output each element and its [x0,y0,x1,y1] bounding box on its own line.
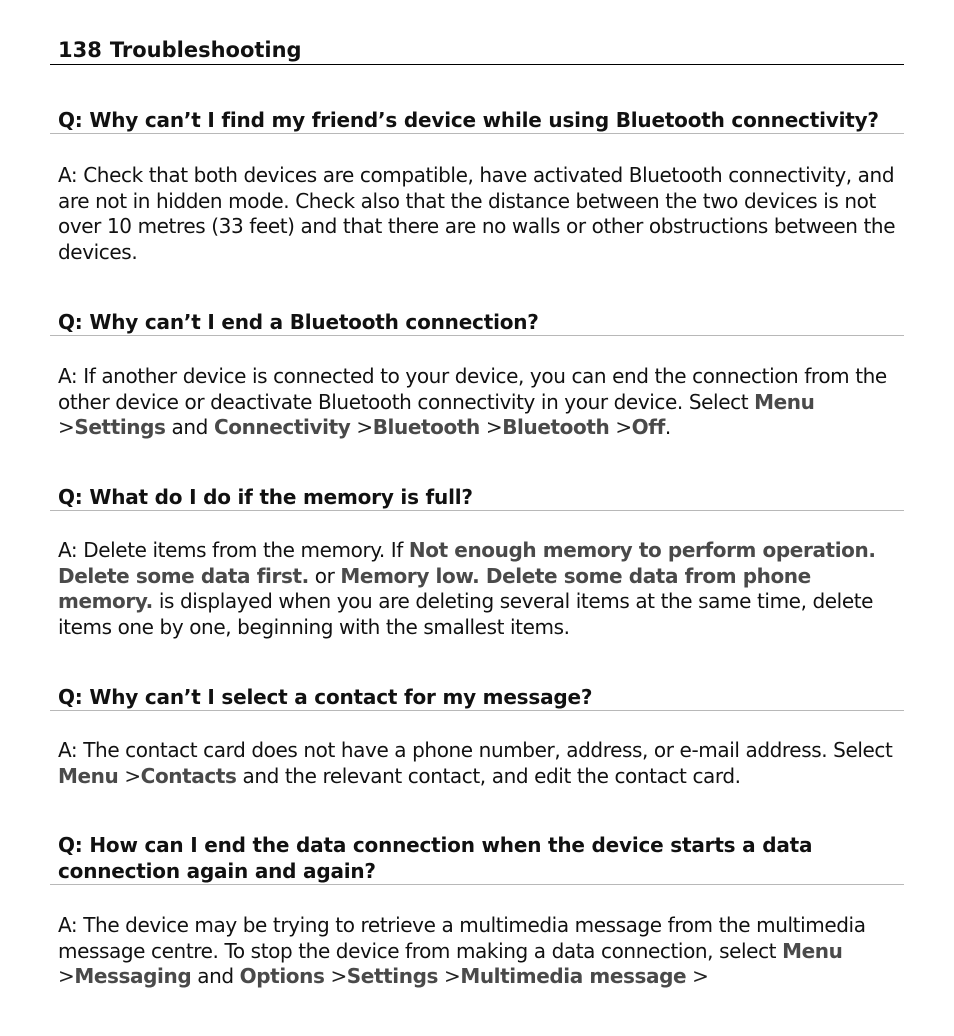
faq-question-2: Q: Why can’t I end a Bluetooth connection? [50,309,904,336]
arrow-icon: > [124,763,141,788]
faq-answer-2 [58,364,904,441]
menu-path-contacts: Contacts [140,763,237,788]
menu-path-menu: Menu [58,763,119,788]
menu-path-menu: Menu [782,938,843,963]
arrow-icon: > [356,415,373,440]
arrow-icon: > [692,964,709,989]
menu-path-options: Options [239,964,325,989]
faq-answer-4 [58,738,904,789]
answer-text: A: The device may be trying to retrieve a multimedia message from the multimedia message centre. To stop the device from making a data connection, select [58,913,866,963]
answer-suffix: is displayed when you are deleting several items at the same time, delete items one by one, beginning with the smallest items. [58,589,874,639]
menu-path-bluetooth-setting: Bluetooth [502,415,610,440]
arrow-icon: > [485,415,503,440]
answer-text: A: If another device is connected to your device, you can end the connection from the other device or deactivate Bluetooth connectivity in your device. Select [58,364,887,414]
menu-path-settings: Settings [346,964,439,989]
question-line-2: connection again and again? [58,859,376,883]
menu-path-off: Off [631,415,665,440]
faq-question-3: Q: What do I do if the memory is full? [50,484,904,511]
answer-joiner: and [197,964,234,989]
page-header [50,36,904,65]
menu-path-settings: Settings [74,415,166,440]
menu-path-menu: Menu [754,389,815,414]
arrow-icon: > [330,964,347,989]
answer-joiner: and [171,415,208,440]
answer-or: or [314,563,335,588]
arrow-icon: > [58,415,75,440]
faq-answer-1: A: Check that both devices are compatible, have activated Bluetooth connectivity, and are not in hidden mode. Check also that the distance between the two devices is not over 10 metres (33 feet) and that there are no walls or other obstructions between the devices. [58,163,896,264]
menu-path-connectivity: Connectivity [213,415,351,440]
menu-path-multimedia-message: Multimedia message [460,964,687,989]
section-title: Troubleshooting [109,38,302,62]
menu-path-messaging: Messaging [74,964,192,989]
answer-text: A: Delete items from the memory. If [58,538,403,562]
faq-answer-3 [58,538,904,640]
faq-question-1: Q: Why can’t I find my friend’s device while using Bluetooth connectivity? [50,107,904,134]
answer-end: . [664,415,671,440]
arrow-icon: > [58,964,75,989]
answer-suffix: and the relevant contact, and edit the contact card. [242,763,741,788]
answer-text: A: The contact card does not have a phone number, address, or e-mail address. Select [58,738,893,762]
faq-question-5 [50,832,904,885]
arrow-icon: > [443,964,461,989]
arrow-icon: > [615,415,632,440]
faq-question-4: Q: Why can’t I select a contact for my message? [50,684,904,711]
error-message-2: Memory low. Delete some data from phone memory. [58,563,811,614]
page-number: 138 [58,38,102,62]
question-line-1: Q: How can I end the data connection when the device starts a data [58,833,813,857]
faq-answer-5 [58,913,904,990]
error-message-1: Not enough memory to perform operation. Delete some data first. [58,538,876,588]
menu-path-bluetooth: Bluetooth [372,415,480,440]
